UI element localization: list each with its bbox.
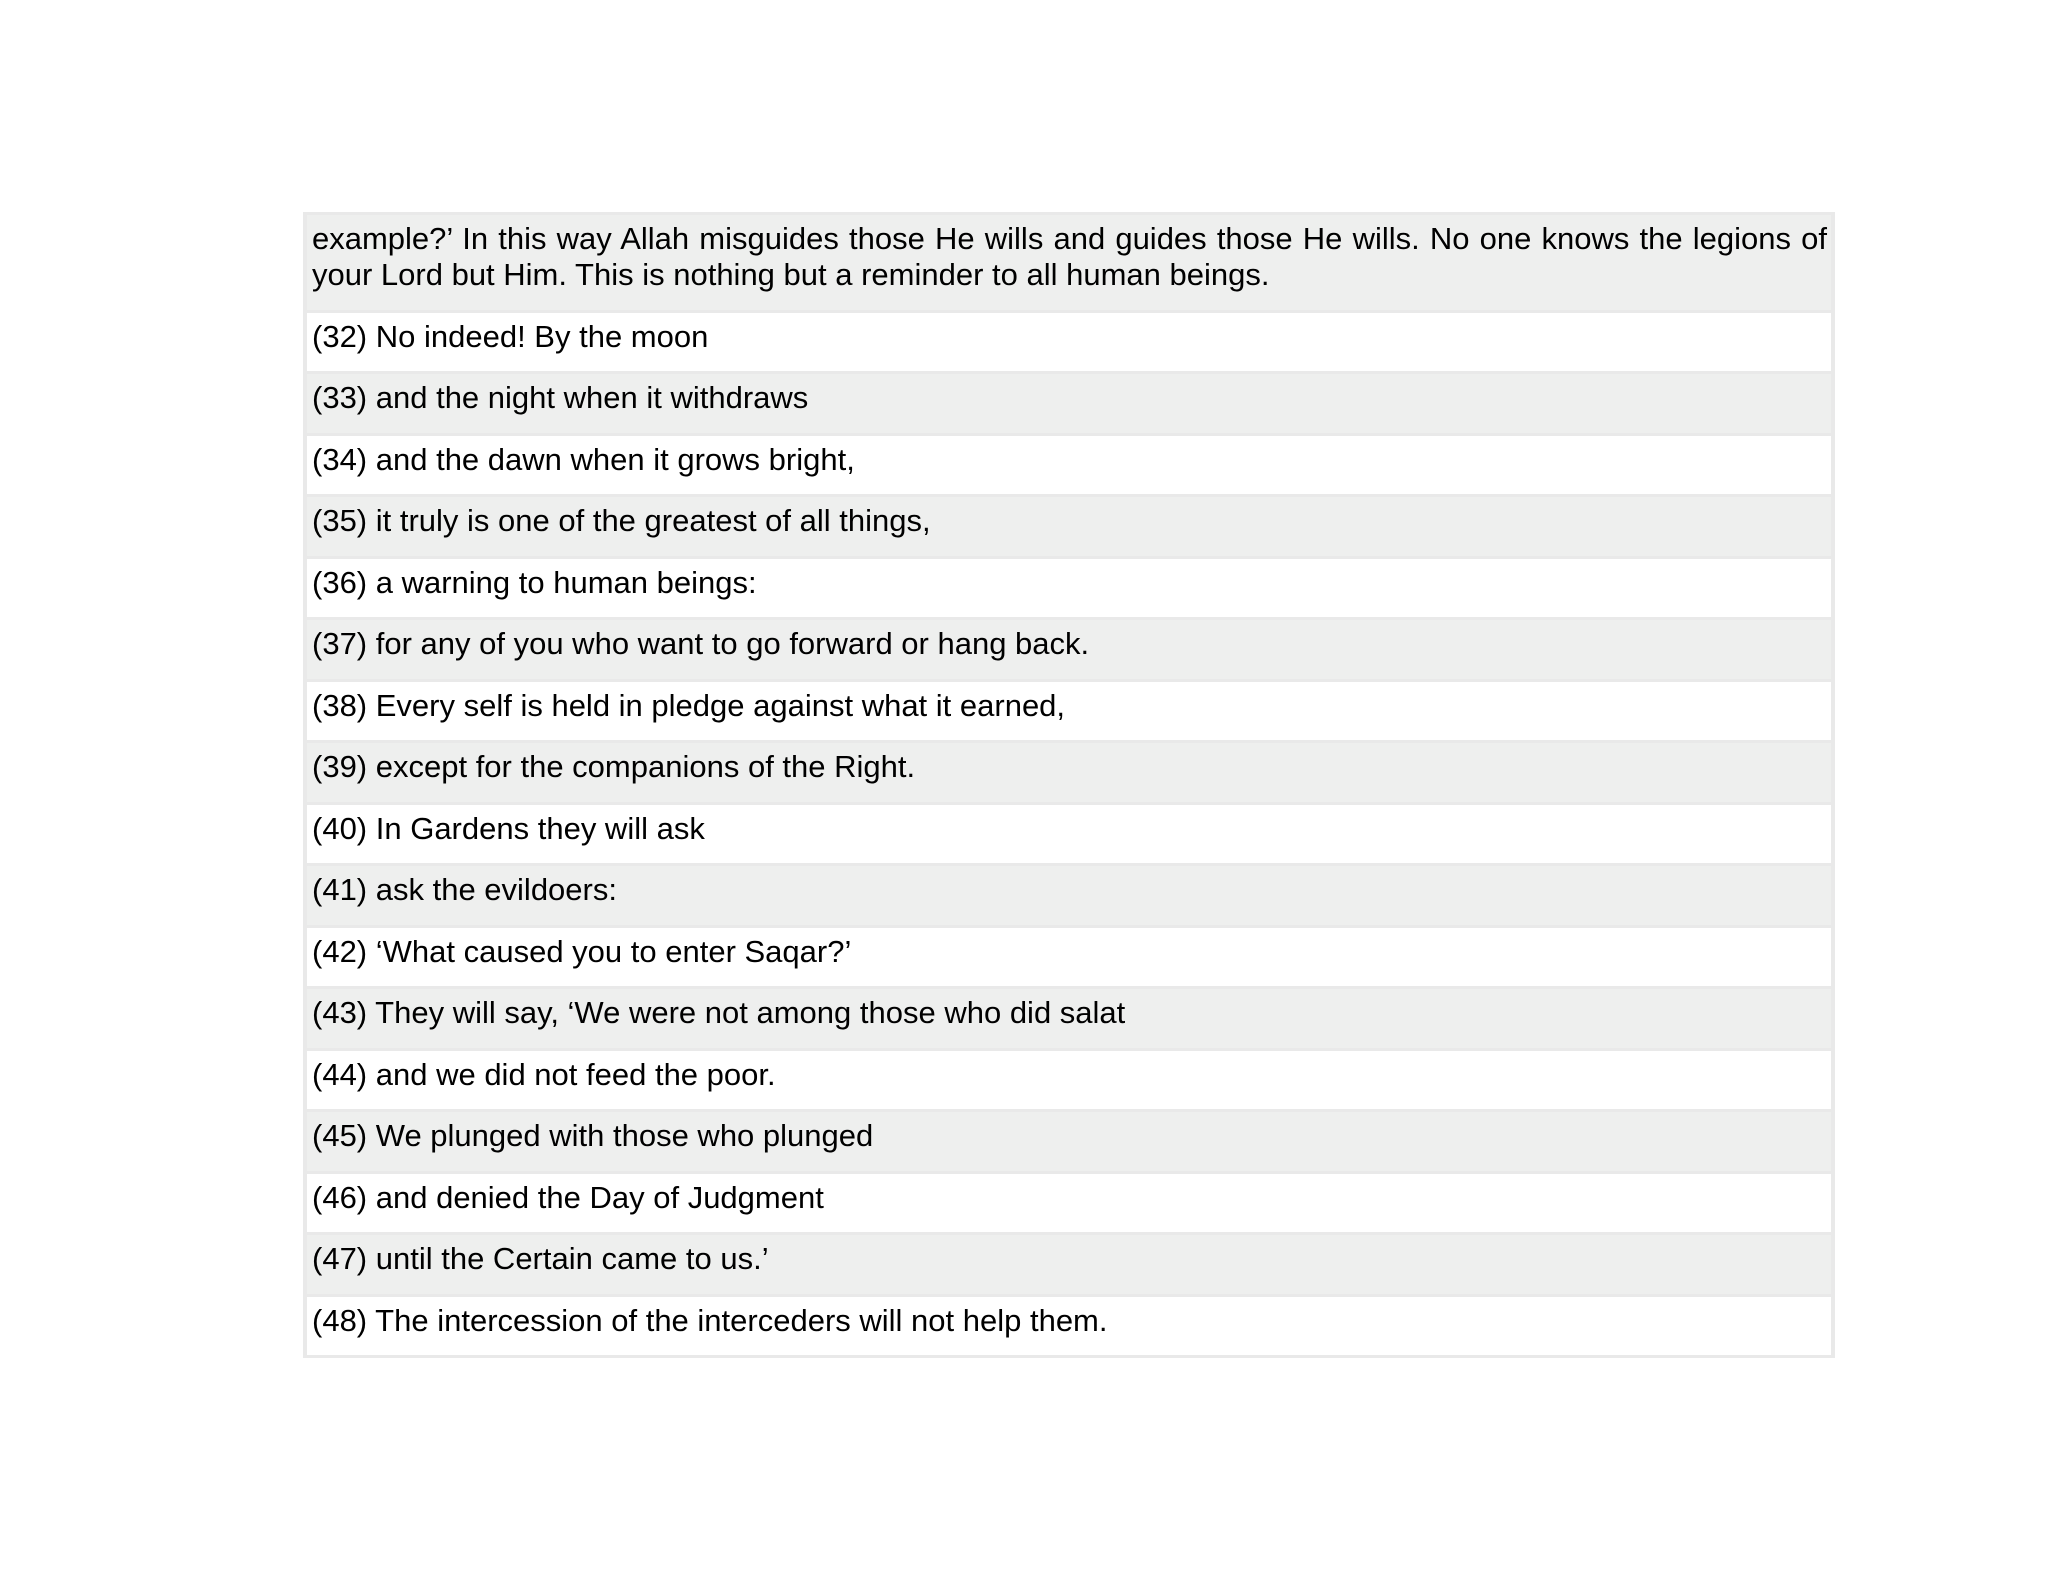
verse-table — [303, 212, 1835, 1358]
verse-row: (48) The intercession of the interceders will not help them. — [307, 1297, 1831, 1355]
verse-row: (39) except for the companions of the Right. — [307, 743, 1831, 802]
verse-row: (44) and we did not feed the poor. — [307, 1051, 1831, 1109]
verse-row: (41) ask the evildoers: — [307, 866, 1831, 925]
verse-row: example?’ In this way Allah misguides those He wills and guides those He wills. No one knows the legions of your Lord but Him. This is nothing but a reminder to all human beings. — [307, 215, 1831, 310]
verse-row: (45) We plunged with those who plunged — [307, 1112, 1831, 1171]
verse-row: (32) No indeed! By the moon — [307, 313, 1831, 371]
verse-row: (33) and the night when it withdraws — [307, 374, 1831, 433]
verse-row: (37) for any of you who want to go forward or hang back. — [307, 620, 1831, 679]
verse-row: (34) and the dawn when it grows bright, — [307, 436, 1831, 494]
verse-row: (43) They will say, ‘We were not among those who did salat — [307, 989, 1831, 1048]
verse-row: (38) Every self is held in pledge against what it earned, — [307, 682, 1831, 740]
verse-row: (40) In Gardens they will ask — [307, 805, 1831, 863]
verse-row: (42) ‘What caused you to enter Saqar?’ — [307, 928, 1831, 986]
verse-row: (35) it truly is one of the greatest of all things, — [307, 497, 1831, 556]
verse-row: (36) a warning to human beings: — [307, 559, 1831, 617]
verse-row: (47) until the Certain came to us.’ — [307, 1235, 1831, 1294]
verse-row: (46) and denied the Day of Judgment — [307, 1174, 1831, 1232]
